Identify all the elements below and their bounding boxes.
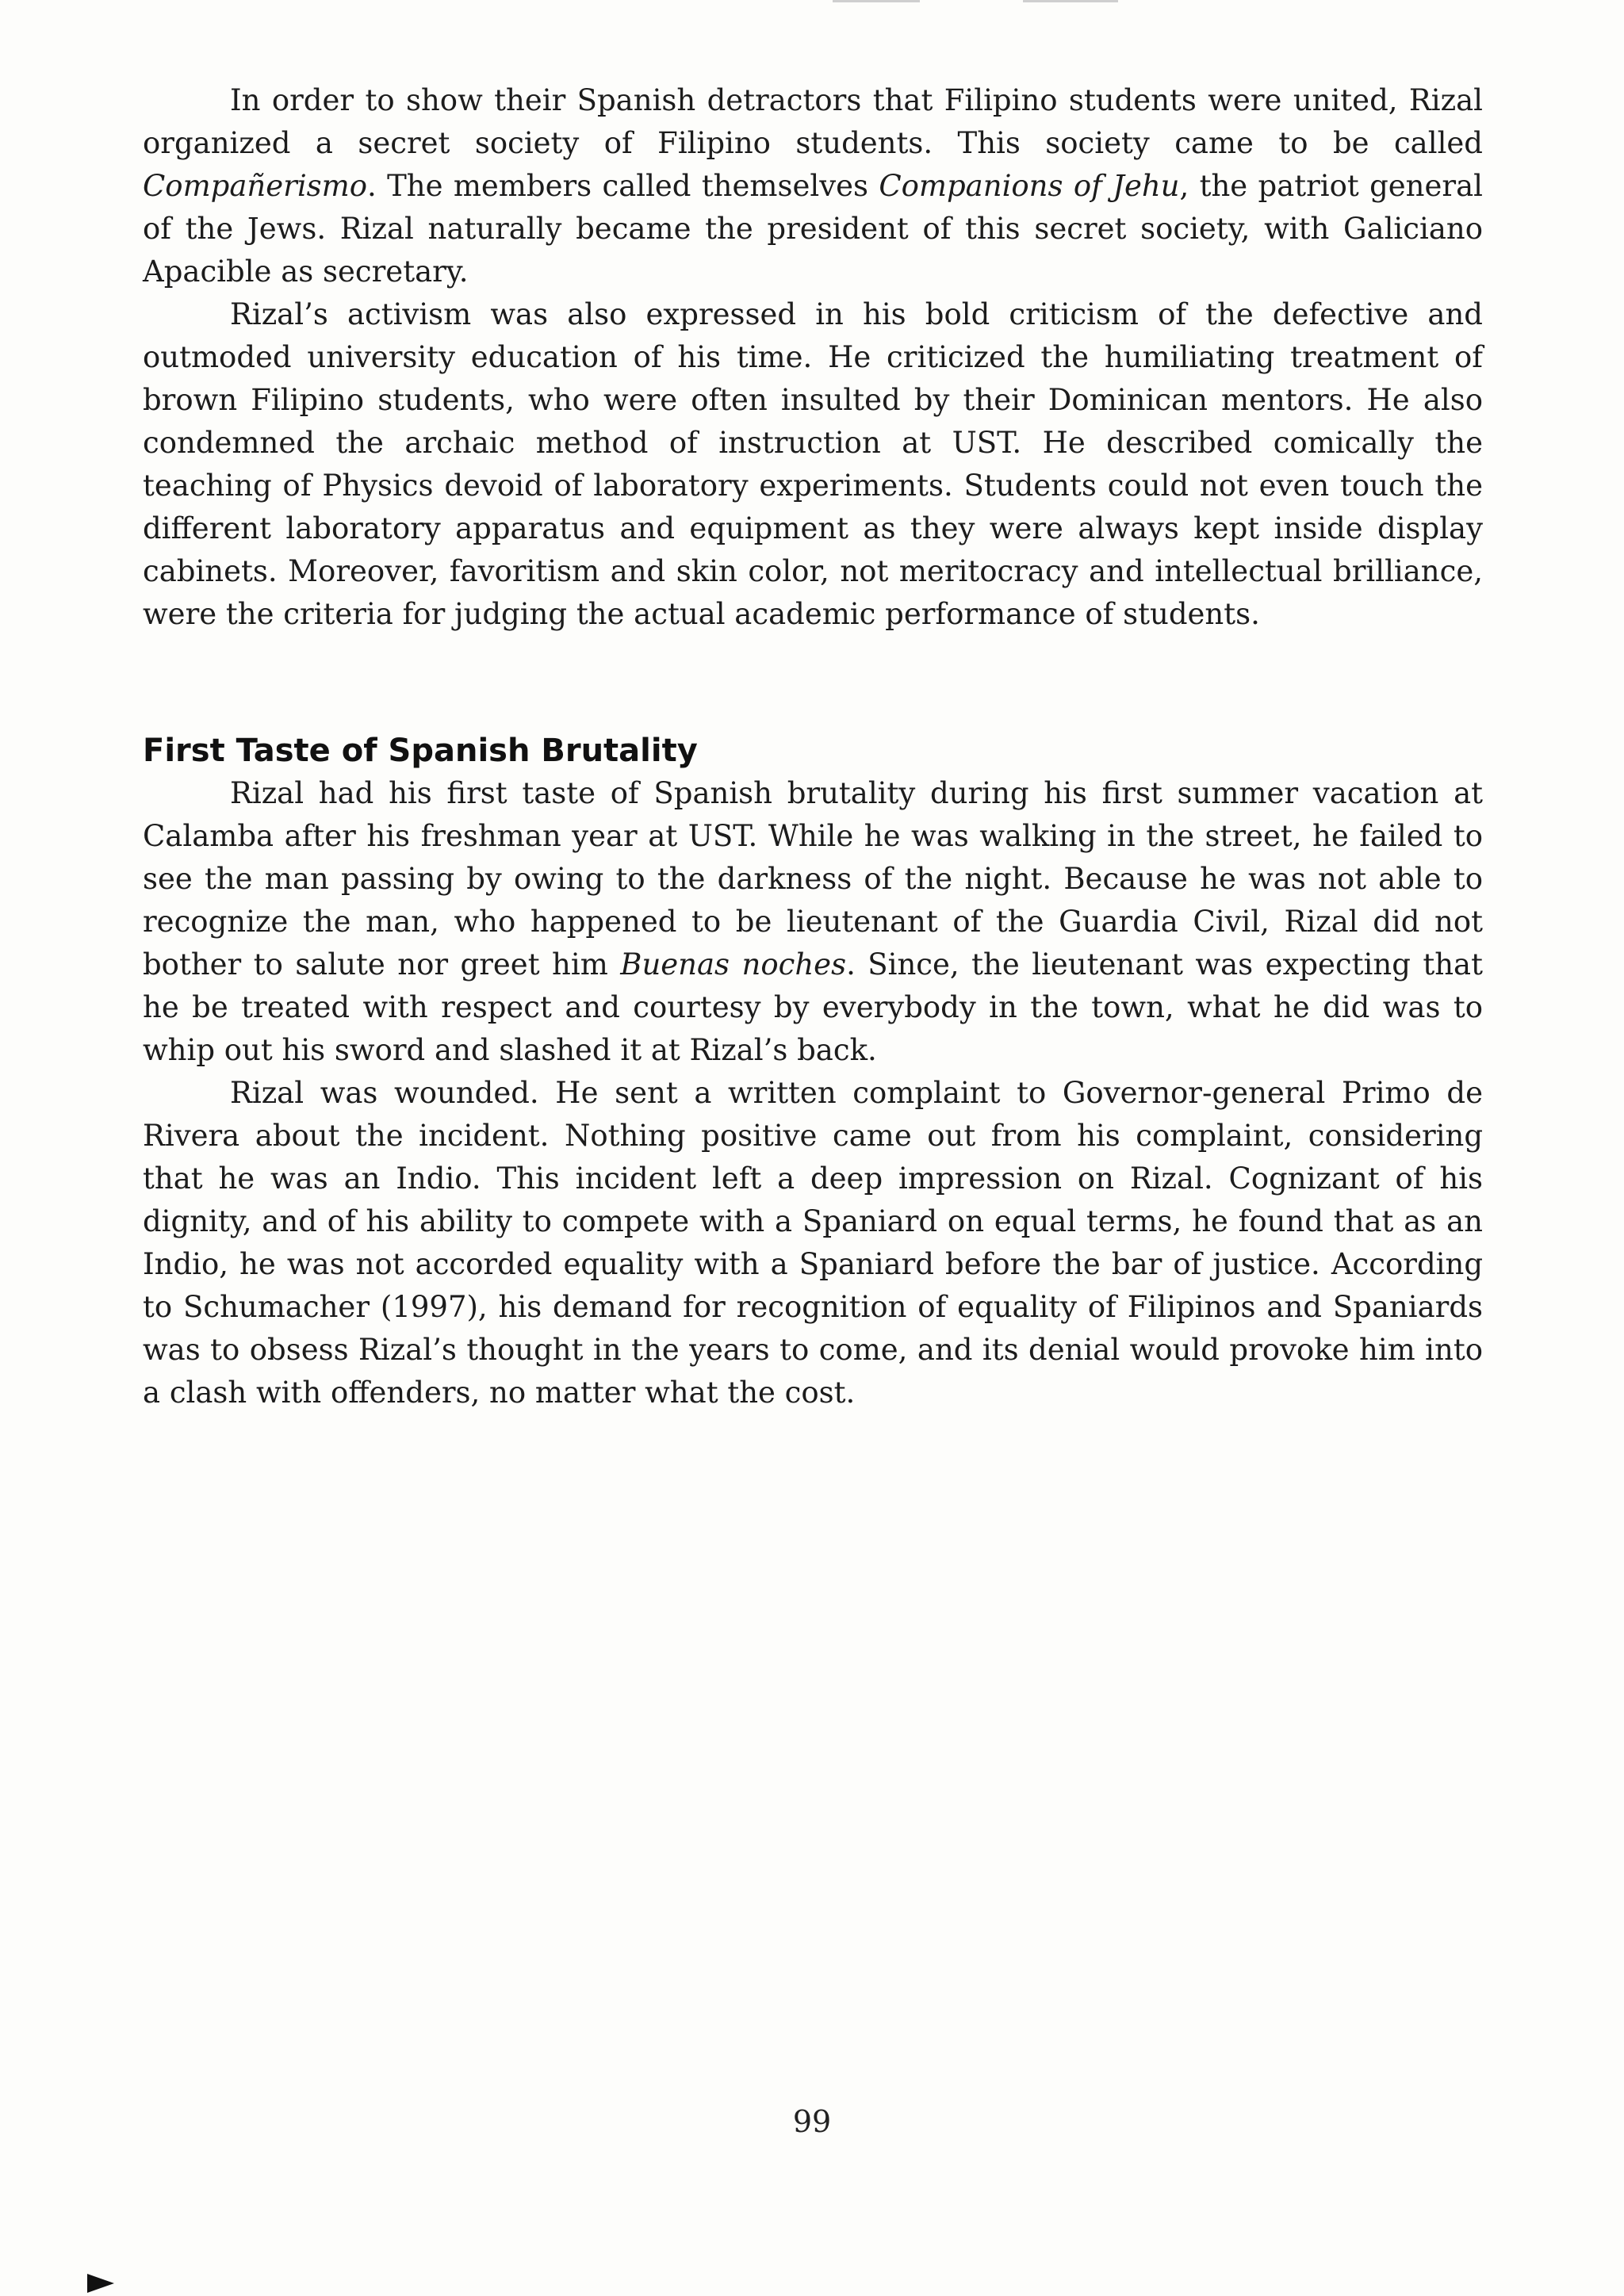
text-column: [143, 79, 1483, 1414]
paragraph-brutality: Rizal had his first taste of Spanish brutality during his first summer vacation at Calamba after his freshman year at UST. While he was walking in the street, he failed to see the man passing by owing to the darkness of the night. Because he was not able to recognize the man, who happened to be lieutenant of the Guardia Civil, Rizal did not bother to salute nor greet him Buenas noches. Since, the lieutenant was expecting that he be treated with respect and courtesy by everybody in the town, what he did was to whip out his sword and slashed it at Rizal’s back.: [143, 776, 1483, 1067]
paragraph-activism: Rizal’s activism was also expressed in his bold criticism of the defective and outmoded university education of his time. He criticized the humiliating treatment of brown Filipino students, who were often insulted by their Dominican mentors. He also condemned the archaic method of instruction at UST. He described comically the teaching of Physics devoid of laboratory experiments. Students could not even touch the different laboratory apparatus and equipment as they were always kept inside display cabinets. Moreover, favoritism and skin color, not meritocracy and intellectual brilliance, were the criteria for judging the actual academic performance of students.: [143, 297, 1483, 631]
scan-edge-mark: [1023, 0, 1118, 2]
paragraph-complaint: Rizal was wounded. He sent a written complaint to Governor-general Primo de Rivera about the incident. Nothing positive came out from his complaint, considering that he was an Indio. This incident left a deep impression on Rizal. Cognizant of his dignity, and of his ability to compete with a Spaniard on equal terms, he found that as an Indio, he was not accorded equality with a Spaniard before the bar of justice. According to Schumacher (1997), his demand for recognition of equality of Filipinos and Spaniards was to obsess Rizal’s thought in the years to come, and its denial would provoke him into a clash with offenders, no matter what the cost.: [143, 1076, 1483, 1410]
scan-corner-mark: [87, 2274, 114, 2293]
scan-edge-mark: [833, 0, 920, 2]
paragraph-companerismo: In order to show their Spanish detractors that Filipino students were united, Rizal organized a secret society of Filipino students. This society came to be called Compañerismo. The members called themselves Companions of Jehu, the patriot general of the Jews. Rizal naturally became the president of this secret society, with Galiciano Apacible as secretary.: [143, 83, 1483, 289]
section-heading: First Taste of Spanish Brutality: [143, 733, 698, 769]
page-number: 99: [792, 2104, 832, 2139]
